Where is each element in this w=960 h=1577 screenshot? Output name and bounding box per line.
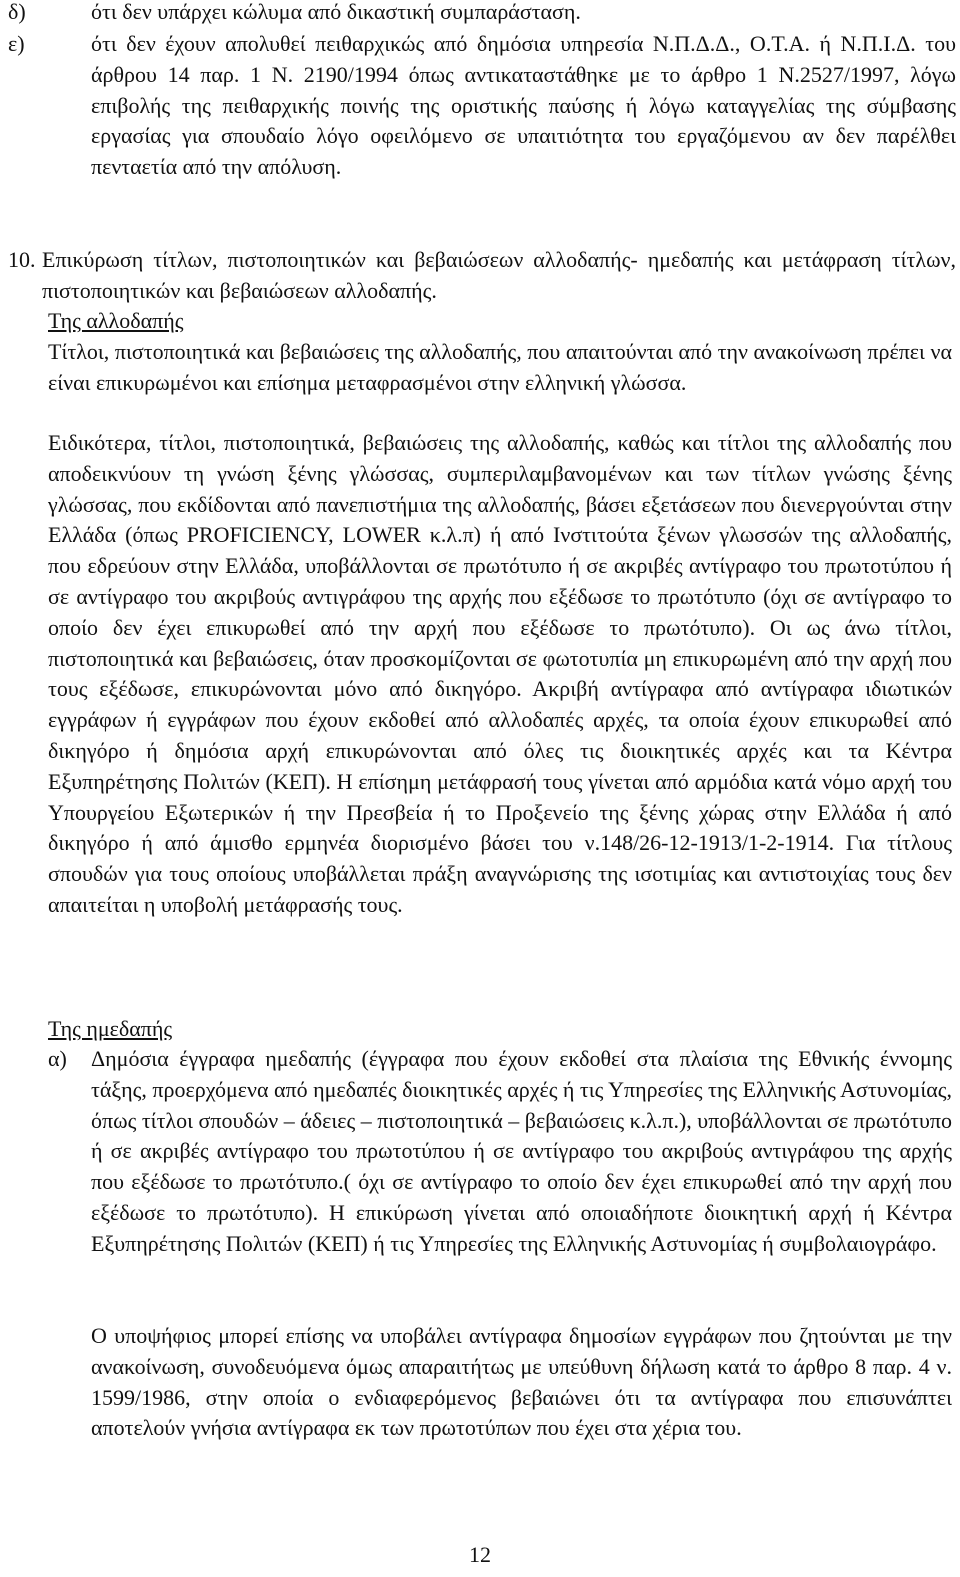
domestic-item-a	[48, 1044, 952, 1260]
list-item-e	[8, 29, 956, 183]
list-item-d	[8, 0, 956, 28]
list-text-d: ότι δεν υπάρχει κώλυμα από δικαστική συμπαράσταση.	[91, 0, 581, 24]
domestic-paragraph-2: Ο υποψήφιος μπορεί επίσης να υποβάλει αντίγραφα δημοσίων εγγράφων που ζητούνται με την ανακοίνωση, συνοδευόμενα όμως απαραιτήτως με υπεύθυνη δήλωση κατά το άρθρο 8 παρ. 4 ν. 1599/1986, στην οποία ο ενδιαφερόμενος βεβαιώνει ότι τα αντίγραφα που επισυνάπτει αποτελούν γνήσια αντίγραφα εκ των πρωτοτύπων που έχει στα χέρια του.	[91, 1323, 952, 1441]
foreign-paragraph-2: Ειδικότερα, τίτλοι, πιστοποιητικά, βεβαιώσεις της αλλοδαπής, καθώς και τίτλοι της αλλοδαπής που αποδεικνύουν τη γνώση ξένης γλώσσας, συμπεριλαμβανομένων και των τίτλων γνώσης ξένης γλώσσας, που εκδίδονται από πανεπιστήμια της αλλοδαπής, βάσει εξετάσεων που διενεργούνται στην Ελλάδα (όπως PROFICIENCY, LOWER κ.λ.π) ή από Ινστιτούτα ξένων γλωσσών της αλλοδαπής, που εδρεύουν στην Ελλάδα, υποβάλλονται σε πρωτότυπο ή σε ακριβές αντίγραφο του πρωτοτύπου ή σε αντίγραφο του ακριβούς αντιγράφου της αρχής που εξέδωσε το πρωτότυπο (όχι σε αντίγραφο το οποίο δεν έχει επικυρωθεί από την αρχή που εξέδωσε το πρωτότυπο). Οι ως άνω τίτλοι, πιστοποιητικά και βεβαιώσεις, όταν προσκομίζονται σε φωτοτυπία μη επικυρωμένη από την αρχή που τους εξέδωσε, επικυρώνονται μόνο από δικηγόρο. Ακριβή αντίγραφα από αντίγραφα ιδιωτικών εγγράφων ή εγγράφων που έχουν εκδοθεί από αλλοδαπές αρχές, τα οποία έχουν επικυρωθεί από δικηγόρο ή δημόσια αρχή επικυρώνονται από όλες τις διοικητικές αρχές και τα Κέντρα Εξυπηρέτησης Πολιτών (ΚΕΠ). Η επίσημη μετάφρασή τους γίνεται από αρμόδια κατά νόμο αρχή του Υπουργείου Εξωτερικών ή την Πρεσβεία ή το Προξενείο της ξένης χώρας στην Ελλάδα ή από δικηγόρο ή από άμισθο ερμηνέα διορισμένο βάσει του ν.148/26-12-1913/1-2-1914. Για τίτλους σπουδών για τους οποίους υποβάλλεται πράξη αναγνώρισης της ισοτιμίας και αντιστοιχίας τους δεν απαιτείται η υποβολή μετάφρασής τους.	[48, 430, 952, 917]
section-10	[8, 245, 956, 307]
list-label-d: δ)	[8, 0, 26, 24]
foreign-paragraph-1: Τίτλοι, πιστοποιητικά και βεβαιώσεις της αλλοδαπής, που απαιτούνται από την ανακοίνωση πρέπει να είναι επικυρωμένοι και επίσημα μεταφρασμένοι στην ελληνική γλώσσα.	[48, 339, 952, 395]
domestic-label-a: α)	[48, 1046, 67, 1071]
foreign-title: Της αλλοδαπής	[48, 308, 184, 333]
list-text-e: ότι δεν έχουν απολυθεί πειθαρχικώς από δημόσια υπηρεσία Ν.Π.Δ.Δ., Ο.Τ.Α. ή Ν.Π.Ι.Δ. του άρθρου 14 παρ. 1 Ν. 2190/1994 όπως αντικαταστάθηκε με το άρθρο 1 Ν.2527/1997, λόγω επιβολής της πειθαρχικής ποινής της οριστικής παύσης ή λόγω καταγγελίας της σύμβασης εργασίας για σπουδαίο λόγο οφειλόμενο σε υπαιτιότητα του εργαζόμενου αν δεν παρέλθει πενταετία από την απόλυση.	[91, 31, 956, 180]
section-heading: Επικύρωση τίτλων, πιστοποιητικών και βεβαιώσεων αλλοδαπής- ημεδαπής και μετάφραση τίτλων, πιστοποιητικών και βεβαιώσεων αλλοδαπής.	[42, 247, 956, 303]
list-label-e: ε)	[8, 31, 25, 56]
section-number: 10.	[8, 247, 36, 272]
page-number: 12	[469, 1542, 491, 1567]
domestic-title: Της ημεδαπής	[48, 1016, 173, 1041]
domestic-paragraph-1: Δημόσια έγγραφα ημεδαπής (έγγραφα που έχουν εκδοθεί στα πλαίσια της Εθνικής έννομης τάξης, προερχόμενα από ημεδαπές διοικητικές αρχές ή τις Υπηρεσίες της Ελληνικής Αστυνομίας, όπως τίτλοι σπουδών – άδειες – πιστοποιητικά – βεβαιώσεις κ.λ.π.), υποβάλλονται σε πρωτότυπο ή σε ακριβές αντίγραφο του πρωτοτύπου ή σε αντίγραφο του ακριβούς αντιγράφου της αρχής που εξέδωσε το πρωτότυπο.( όχι σε αντίγραφο το οποίο δεν έχει επικυρωθεί από την αρχή που εξέδωσε το πρωτότυπο). Η επικύρωση γίνεται από οποιαδήποτε διοικητική αρχή ή Κέντρα Εξυπηρέτησης Πολιτών (ΚΕΠ) ή τις Υπηρεσίες της Ελληνικής Αστυνομίας ή συμβολαιογράφο.	[91, 1046, 952, 1256]
